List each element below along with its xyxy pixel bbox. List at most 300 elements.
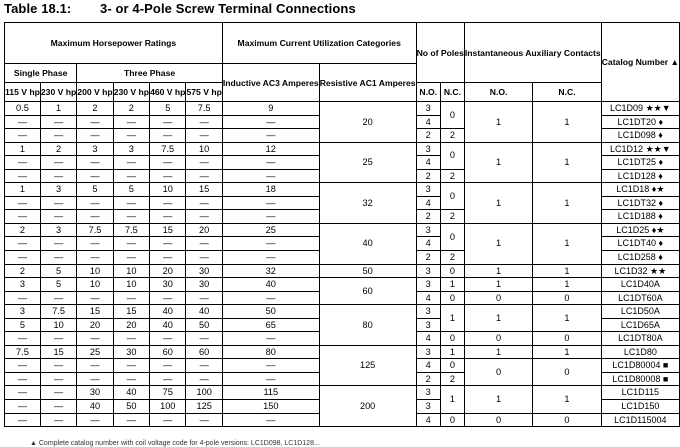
cell: 3 — [113, 142, 149, 156]
cell: — — [5, 413, 41, 427]
cell: 15 — [150, 223, 186, 237]
cell: 9 — [222, 102, 319, 116]
cell: 30 — [113, 345, 149, 359]
cell: — — [77, 332, 113, 346]
header-resistive: Resistive AC1 Amperes — [319, 64, 416, 102]
header-poles-no: N.O. — [416, 83, 440, 102]
cell: — — [150, 196, 186, 210]
cell: — — [40, 359, 76, 373]
cell: 4 — [416, 359, 440, 373]
cell: — — [40, 196, 76, 210]
cell: 80 — [222, 345, 319, 359]
cell: 3 — [416, 305, 440, 319]
cell: — — [5, 332, 41, 346]
cell: 1 — [5, 183, 41, 197]
cell: 125 — [186, 400, 222, 414]
cell: — — [222, 129, 319, 143]
cell: — — [222, 237, 319, 251]
cell: 32 — [319, 183, 416, 224]
cell: 2 — [40, 142, 76, 156]
cell: — — [150, 372, 186, 386]
cell: 3 — [416, 183, 440, 197]
cell: — — [222, 413, 319, 427]
cell: 100 — [186, 386, 222, 400]
cell: 60 — [150, 345, 186, 359]
cell: — — [113, 251, 149, 265]
cell: 10 — [150, 183, 186, 197]
cell: — — [40, 386, 76, 400]
catalog-number: LC1D80 — [601, 345, 679, 359]
cell: — — [40, 129, 76, 143]
cell: — — [5, 359, 41, 373]
cell: 2 — [440, 169, 464, 183]
catalog-number: LC1DT80A — [601, 332, 679, 346]
cell: — — [222, 169, 319, 183]
cell: 1 — [464, 142, 532, 183]
catalog-number: LC1D18 ♦★ — [601, 183, 679, 197]
cell: 0 — [533, 359, 601, 386]
cell: — — [40, 210, 76, 224]
cell: — — [150, 237, 186, 251]
cell: 1 — [533, 183, 601, 224]
cell: 2 — [416, 169, 440, 183]
cell: 7.5 — [5, 345, 41, 359]
header-inst-aux: Instantaneous Auxiliary Contacts — [464, 23, 601, 83]
header-single-phase: Single Phase — [5, 64, 77, 83]
catalog-number: LC1D12 ★★▼ — [601, 142, 679, 156]
table-caption: 3- or 4-Pole Screw Terminal Connections — [100, 1, 356, 16]
table-title — [4, 1, 356, 16]
header-230v-single: 230 V hp — [40, 83, 76, 102]
cell: — — [5, 251, 41, 265]
cell: 15 — [40, 345, 76, 359]
cell: — — [40, 291, 76, 305]
cell: — — [77, 196, 113, 210]
cell: — — [77, 291, 113, 305]
cell: 10 — [40, 318, 76, 332]
cell: 7.5 — [40, 305, 76, 319]
cell: 50 — [186, 318, 222, 332]
cell: 1 — [440, 345, 464, 359]
cell: 40 — [186, 305, 222, 319]
header-max-hp: Maximum Horsepower Ratings — [5, 23, 223, 64]
cell: 30 — [186, 264, 222, 278]
header-no-poles: No of Poles — [416, 23, 464, 83]
cell: 3 — [416, 142, 440, 156]
cell: 0 — [440, 413, 464, 427]
cell: 1 — [464, 102, 532, 143]
cell: 4 — [416, 291, 440, 305]
cell: — — [186, 169, 222, 183]
cell: 2 — [416, 210, 440, 224]
catalog-number: LC1D65A — [601, 318, 679, 332]
cell: 40 — [222, 278, 319, 292]
cell: — — [40, 400, 76, 414]
cell: — — [186, 359, 222, 373]
cell: 0 — [440, 223, 464, 250]
cell: — — [40, 169, 76, 183]
table-row — [5, 386, 680, 400]
table-number: Table 18.1: — [4, 1, 72, 16]
cell: 1 — [464, 264, 532, 278]
cell: — — [186, 332, 222, 346]
cell: 20 — [150, 264, 186, 278]
cell: — — [113, 291, 149, 305]
cell: 5 — [40, 278, 76, 292]
cell: — — [186, 156, 222, 170]
footnote: ▲ Complete catalog number with coil voltage code for 4-pole versions: LC1D098, LC1D128... — [30, 440, 320, 447]
cell: 1 — [464, 305, 532, 332]
cell: — — [150, 413, 186, 427]
cell: 20 — [319, 102, 416, 143]
cell: 1 — [440, 305, 464, 332]
cell: 125 — [319, 345, 416, 386]
cell: — — [222, 359, 319, 373]
cell: 4 — [416, 237, 440, 251]
cell: 3 — [416, 278, 440, 292]
cell: 5 — [150, 102, 186, 116]
cell: — — [77, 372, 113, 386]
cell: — — [150, 359, 186, 373]
cell: — — [150, 210, 186, 224]
cell: 25 — [319, 142, 416, 183]
cell: 0 — [440, 183, 464, 210]
cell: — — [150, 129, 186, 143]
cell: — — [5, 156, 41, 170]
cell: 3 — [40, 223, 76, 237]
cell: 0 — [440, 332, 464, 346]
cell: 10 — [77, 264, 113, 278]
cell: 1 — [440, 386, 464, 413]
cell: — — [222, 372, 319, 386]
cell: 7.5 — [150, 142, 186, 156]
cell: 2 — [5, 264, 41, 278]
table-row — [5, 305, 680, 319]
catalog-number: LC1D098 ♦ — [601, 129, 679, 143]
cell: — — [222, 196, 319, 210]
cell: — — [186, 291, 222, 305]
header-catalog: Catalog Number ▲ — [601, 23, 679, 102]
cell: 30 — [186, 278, 222, 292]
header-575v: 575 V hp — [186, 83, 222, 102]
cell: 2 — [5, 223, 41, 237]
cell: 2 — [440, 372, 464, 386]
cell: 32 — [222, 264, 319, 278]
cell: — — [113, 169, 149, 183]
cell: 18 — [222, 183, 319, 197]
catalog-number: LC1D40A — [601, 278, 679, 292]
catalog-number: LC1DT60A — [601, 291, 679, 305]
cell: 20 — [113, 318, 149, 332]
catalog-number: LC1D150 — [601, 400, 679, 414]
cell: 200 — [319, 386, 416, 427]
cell: — — [77, 413, 113, 427]
table-row — [5, 142, 680, 156]
cell: — — [150, 169, 186, 183]
catalog-number: LC1D25 ♦★ — [601, 223, 679, 237]
cell: 3 — [416, 400, 440, 414]
cell: — — [113, 156, 149, 170]
cell: — — [150, 332, 186, 346]
table-row — [5, 264, 680, 278]
cell: 3 — [416, 264, 440, 278]
cell: 7.5 — [77, 223, 113, 237]
cell: — — [5, 196, 41, 210]
cell: — — [113, 115, 149, 129]
cell: 5 — [40, 264, 76, 278]
cell: — — [5, 129, 41, 143]
cell: 50 — [222, 305, 319, 319]
cell: — — [186, 251, 222, 265]
cell: — — [5, 237, 41, 251]
header-inductive: Inductive AC3 Amperes — [222, 64, 319, 102]
cell: 50 — [319, 264, 416, 278]
cell: 4 — [416, 115, 440, 129]
cell: 2 — [416, 251, 440, 265]
cell: — — [5, 386, 41, 400]
cell: 7.5 — [186, 102, 222, 116]
cell: 0 — [464, 359, 532, 386]
cell: — — [222, 251, 319, 265]
cell: — — [77, 115, 113, 129]
cell: 0 — [440, 291, 464, 305]
cell: 3 — [5, 278, 41, 292]
table-row — [5, 278, 680, 292]
header-aux-nc: N.C. — [533, 83, 601, 102]
catalog-number: LC1DT25 ♦ — [601, 156, 679, 170]
cell: 4 — [416, 156, 440, 170]
cell: — — [222, 210, 319, 224]
header-three-phase: Three Phase — [77, 64, 223, 83]
cell: 1 — [464, 386, 532, 413]
cell: 3 — [416, 345, 440, 359]
cell: — — [77, 251, 113, 265]
cell: 1 — [464, 345, 532, 359]
catalog-number: LC1DT32 ♦ — [601, 196, 679, 210]
cell: 1 — [533, 305, 601, 332]
table-row — [5, 223, 680, 237]
cell: — — [5, 169, 41, 183]
cell: 10 — [77, 278, 113, 292]
cell: 40 — [77, 400, 113, 414]
cell: 10 — [113, 264, 149, 278]
catalog-number: LC1D32 ★★ — [601, 264, 679, 278]
cell: — — [113, 372, 149, 386]
cell: 1 — [464, 223, 532, 264]
cell: — — [113, 210, 149, 224]
cell: — — [77, 359, 113, 373]
cell: 40 — [150, 305, 186, 319]
cell: 10 — [113, 278, 149, 292]
cell: 20 — [186, 223, 222, 237]
cell: — — [186, 413, 222, 427]
header-200v: 200 V hp — [77, 83, 113, 102]
cell: 5 — [5, 318, 41, 332]
cell: — — [186, 196, 222, 210]
cell: — — [77, 237, 113, 251]
cell: — — [5, 210, 41, 224]
cell: 2 — [440, 251, 464, 265]
cell: — — [113, 129, 149, 143]
cell: 0 — [440, 359, 464, 373]
table-row — [5, 345, 680, 359]
cell: — — [186, 129, 222, 143]
cell: 50 — [113, 400, 149, 414]
cell: 4 — [416, 413, 440, 427]
cell: 80 — [319, 305, 416, 346]
cell: 5 — [77, 183, 113, 197]
cell: 5 — [113, 183, 149, 197]
cell: — — [113, 196, 149, 210]
cell: — — [150, 156, 186, 170]
cell: 1 — [533, 386, 601, 413]
cell: 60 — [319, 278, 416, 305]
cell: — — [40, 332, 76, 346]
cell: — — [77, 210, 113, 224]
cell: 3 — [416, 102, 440, 116]
cell: 3 — [40, 183, 76, 197]
catalog-number: LC1D80004 ■ — [601, 359, 679, 373]
cell: 15 — [113, 305, 149, 319]
cell: 1 — [40, 102, 76, 116]
cell: 3 — [416, 223, 440, 237]
cell: — — [186, 372, 222, 386]
cell: — — [222, 156, 319, 170]
cell: 40 — [150, 318, 186, 332]
cell: 0.5 — [5, 102, 41, 116]
cell: 2 — [440, 129, 464, 143]
catalog-number: LC1D128 ♦ — [601, 169, 679, 183]
cell: 15 — [77, 305, 113, 319]
catalog-number: LC1D188 ♦ — [601, 210, 679, 224]
cell: 1 — [533, 142, 601, 183]
cell: — — [5, 291, 41, 305]
cell: — — [113, 237, 149, 251]
header-aux-no: N.O. — [464, 83, 532, 102]
cell: 1 — [533, 223, 601, 264]
catalog-number: LC1DT20 ♦ — [601, 115, 679, 129]
cell: 30 — [150, 278, 186, 292]
catalog-number: LC1D80008 ■ — [601, 372, 679, 386]
cell: — — [77, 156, 113, 170]
cell: 75 — [150, 386, 186, 400]
cell: — — [40, 115, 76, 129]
cell: 2 — [416, 372, 440, 386]
cell: 0 — [464, 332, 532, 346]
connections-table — [4, 22, 680, 427]
cell: 60 — [186, 345, 222, 359]
cell: 40 — [113, 386, 149, 400]
cell: 12 — [222, 142, 319, 156]
cell: 30 — [77, 386, 113, 400]
cell: — — [113, 359, 149, 373]
cell: — — [222, 332, 319, 346]
header-460v: 460 V hp — [150, 83, 186, 102]
cell: — — [40, 237, 76, 251]
cell: 100 — [150, 400, 186, 414]
cell: 150 — [222, 400, 319, 414]
cell: 1 — [533, 102, 601, 143]
cell: 4 — [416, 196, 440, 210]
catalog-number: LC1DT40 ♦ — [601, 237, 679, 251]
cell: 3 — [77, 142, 113, 156]
catalog-number: LC1D115 — [601, 386, 679, 400]
header-max-current: Maximum Current Utilization Categories — [222, 23, 416, 64]
cell: 1 — [5, 142, 41, 156]
cell: 0 — [440, 142, 464, 169]
catalog-number: LC1D09 ★★▼ — [601, 102, 679, 116]
cell: 20 — [77, 318, 113, 332]
cell: — — [186, 115, 222, 129]
cell: 0 — [533, 413, 601, 427]
cell: 0 — [464, 291, 532, 305]
cell: 25 — [77, 345, 113, 359]
cell: 3 — [5, 305, 41, 319]
cell: — — [186, 237, 222, 251]
header-230v-three: 230 V hp — [113, 83, 149, 102]
catalog-number: LC1D258 ♦ — [601, 251, 679, 265]
catalog-number: LC1D115004 — [601, 413, 679, 427]
cell: 115 — [222, 386, 319, 400]
cell: 10 — [186, 142, 222, 156]
cell: 1 — [533, 345, 601, 359]
cell: — — [150, 115, 186, 129]
cell: 3 — [416, 318, 440, 332]
table-row — [5, 102, 680, 116]
cell: 65 — [222, 318, 319, 332]
cell: — — [150, 251, 186, 265]
cell: 2 — [77, 102, 113, 116]
cell: 1 — [533, 278, 601, 292]
cell: — — [40, 372, 76, 386]
cell: 1 — [464, 278, 532, 292]
header-115v: 115 V hp — [5, 83, 41, 102]
cell: 2 — [416, 129, 440, 143]
cell: — — [113, 332, 149, 346]
table-row — [5, 183, 680, 197]
cell: — — [40, 413, 76, 427]
cell: 0 — [533, 291, 601, 305]
cell: — — [150, 291, 186, 305]
cell: — — [77, 169, 113, 183]
cell: — — [5, 400, 41, 414]
cell: — — [5, 372, 41, 386]
cell: 3 — [416, 386, 440, 400]
cell: — — [186, 210, 222, 224]
cell: 0 — [464, 413, 532, 427]
cell: — — [113, 413, 149, 427]
cell: 1 — [440, 278, 464, 292]
cell: 40 — [319, 223, 416, 264]
cell: — — [5, 115, 41, 129]
cell: 2 — [440, 210, 464, 224]
cell: — — [222, 115, 319, 129]
cell: 0 — [440, 102, 464, 129]
cell: 1 — [464, 183, 532, 224]
cell: 0 — [440, 264, 464, 278]
cell: — — [222, 291, 319, 305]
cell: 0 — [533, 332, 601, 346]
header-poles-nc: N.C. — [440, 83, 464, 102]
cell: 7.5 — [113, 223, 149, 237]
cell: 4 — [416, 332, 440, 346]
cell: — — [77, 129, 113, 143]
cell: 2 — [113, 102, 149, 116]
cell: 15 — [186, 183, 222, 197]
catalog-number: LC1D50A — [601, 305, 679, 319]
cell: — — [40, 156, 76, 170]
cell: 25 — [222, 223, 319, 237]
